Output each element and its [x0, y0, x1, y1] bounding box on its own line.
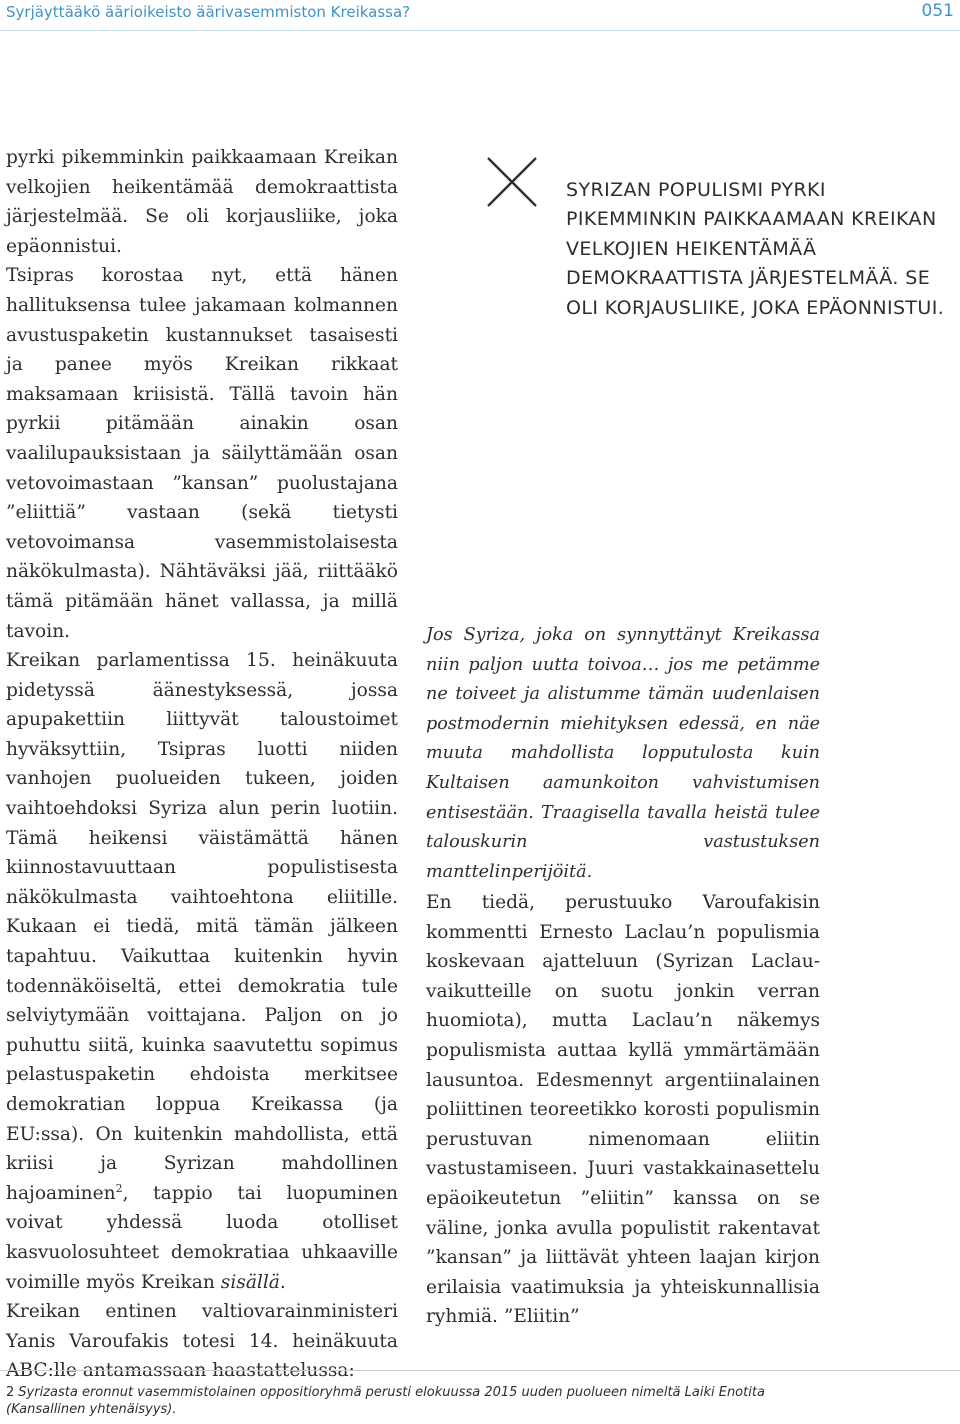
- varoufakis-quote: Jos Syriza, joka on synnyttänyt Kreikassa niin paljon uutta toivoa… jos me petämme ne toiveet ja alistumme tämän uudenlaisen postmodernin miehityksen edessä, en näe muuta mahdollista lopputulosta kuin Kultaisen aamunkoiton vahvistumisen entisestään. Traagisella tavalla heistä tulee talouskurin vastustuksen manttelinperijöitä.: [426, 625, 820, 882]
- pull-quote: [480, 150, 955, 410]
- emphasis-text: sisällä: [220, 1271, 280, 1293]
- pull-quote-text: SYRIZAN POPULISMI PYRKI PIKEMMINKIN PAIKKAAMAAN KREIKAN VELKOJIEN HEIKENTÄMÄÄ DEMOKRAATTISTA JÄRJESTELMÄÄ. SE OLI KORJAUSLIIKE, JOKA EPÄONNISTUI.: [566, 179, 945, 319]
- left-paragraph-3-part-a: Kreikan parlamentissa 15. heinäkuuta pidetyssä äänestyksessä, jossa apupakettiin liittyvät taloustoimet hyväksyttiin, Tsipras luotti niiden vanhojen puolueiden tukeen, joiden vaihtoehdoksi Syriza alun perin luotiin. Tämä heikensi väistämättä hänen kiinnostavuuttaan populistisesta näkökulmasta vaihtoehtona eliitille. Kukaan ei tiedä, mitä tämän jälkeen tapahtuu. Vaikuttaa kuitenkin hyvin todennäköiseltä, ettei demokratia tule selviytymään voittajana. Paljon on jo puhuttu siitä, kuinka saavutettu sopimus pelastuspaketin ehdoista merkitsee demokratian loppua Kreikassa (ja EU:ssa). On kuitenkin mahdollista, että kriisi ja Syrizan mahdollinen hajoaminen: [6, 650, 398, 1204]
- running-title: Syrjäyttääkö äärioikeisto äärivasemmiston Kreikassa?: [6, 3, 411, 21]
- footnote-number: 2: [6, 1385, 15, 1400]
- left-paragraph-4: Kreikan entinen valtiovarainministeri Yanis Varoufakis totesi 14. heinäkuuta ABC:lle antamassaan haastattelussa:: [6, 1301, 398, 1382]
- page-header: [0, 0, 960, 31]
- left-paragraph-1: pyrki pikemminkin paikkaamaan Kreikan velkojien heikentämää demokraattista järjestelmää. Se oli korjausliike, joka epäonnistui.: [6, 147, 398, 257]
- left-paragraph-3: [6, 646, 398, 1297]
- left-column: [6, 143, 398, 1386]
- left-paragraph-3-part-c: .: [279, 1271, 286, 1293]
- left-paragraph-2: Tsipras korostaa nyt, että hänen hallituksensa tulee jakamaan kolmannen avustuspaketin kustannukset tasaisesti ja panee myös Kreikan rikkaat maksamaan kriisistä. Tällä tavoin hän pyrkii pitämään ainakin osan vaalilupauksistaan ja säilyttämään osan vetovoimastaan ”kansan” puolustajana ”eliittiä” vastaan (sekä tietysti vetovoimansa vasemmistolaisesta näkökulmasta). Nähtäväksi jää, riittääkö tämä pitämään hänet vallassa, ja millä tavoin.: [6, 265, 398, 642]
- left-paragraph-3-part-b: , tappio tai luopuminen voivat yhdessä luoda otolliset kasvuolosuhteet demokratiaa uhkaaville voimille myös Kreikan: [6, 1182, 398, 1293]
- footnote: [6, 1384, 826, 1418]
- x-mark-icon: [486, 156, 538, 208]
- page-number: 051: [921, 1, 954, 21]
- right-column-paragraph: En tiedä, perustuuko Varoufakisin kommentti Ernesto Laclau’n populismia koskevaan ajatteluun (Syrizan Laclau-vaikutteille on suotu jonkin verran huomiota), mutta Laclau’n näkemys populismista auttaa kyllä ymmärtämään lausuntoa. Edesmennyt argentiinalainen poliittinen teoreetikko korosti populismin perustuvan nimenomaan eliitin vastustamiseen. Juuri vastakkainasettelu epäoikeutetun ”eliitin” kanssa on se väline, jonka avulla populistit rakentavat ”kansan” ja liittävät yhteen laajan kirjon erilaisia vaatimuksia ja yhteiskunnallisia ryhmiä. ”Eliitin”: [426, 892, 820, 1328]
- footnote-divider: [0, 1370, 960, 1371]
- footnote-text: Syrizasta eronnut vasemmistolainen oppositioryhmä perusti elokuussa 2015 uuden puolueen nimeltä Laiki Enotita (Kansallinen yhtenäisyys).: [6, 1385, 765, 1417]
- footnote-reference[interactable]: 2: [115, 1181, 123, 1195]
